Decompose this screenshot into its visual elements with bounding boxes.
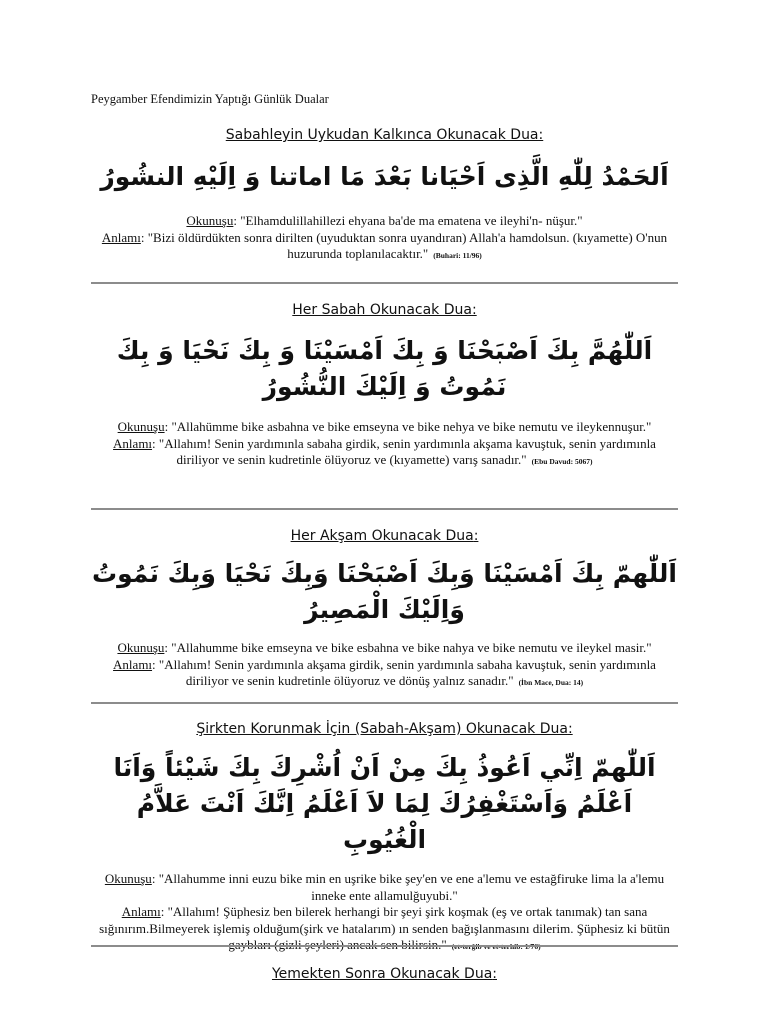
transliteration: Okunuşu: "Allahumme bike emseyna ve bike esbahna ve bike nahya ve bike nemutu ve ileykel masir." xyxy=(117,640,652,655)
meaning: Anlamı: "Allahım! Şüphesiz ben bilerek herhangi bir şeyi şirk koşmak (eş ve ortak tanımak) tan sana sığınırım.Bilmeyerek işlemiş olduğum(şirk ve hatalarım) ın senden bağışlanmasını dilerim. Şüphesiz ki bütün gaybları (gizli şeyleri) ancak sen bilirsin." (et-terğib ve et-terhib: 1/76) xyxy=(99,904,670,952)
okunusu-text: "Elhamdulillahillezi ehyana ba'de ma ematena ve ileyhi'n- nüşur." xyxy=(240,213,583,228)
transliteration: Okunuşu: "Elhamdulillahillezi ehyana ba'de ma ematena ve ileyhi'n- nüşur." xyxy=(186,213,583,228)
anlami-label: Anlamı xyxy=(101,229,141,245)
okunusu-label: Okunuşu xyxy=(117,640,165,655)
source-reference: (et-terğib ve et-terhib: 1/76) xyxy=(451,942,541,951)
okunusu-text: "Allahumme inni euzu bike min en uşrike bike şey'en ve ene a'lemu ve estağfiruke lima la a'lemu inneke ente allamulğuyubi." xyxy=(158,871,665,903)
arabic-text: اَللّٰهمّ اِنِّي اَعُوذُ بِكَ مِنْ اَنْ اُشْرِكَ بِكَ شَيْئاً وَاَنَا اَعْلَمُ وَاَسْتَغْفِرُكَ لِمَا لاَ اَعْلَمُ اِنَّكَ اَنْتَ عَلاَّمُ الْغُيُوبِ xyxy=(113,753,656,854)
anlami-text: "Bizi öldürdükten sonra dirilten (uyuduktan sonra uyandıran) Allah'a hamdolsun. (kıyamette) O'nun huzurunda toplanılacaktır." xyxy=(147,229,668,261)
section-divider xyxy=(91,282,678,284)
okunusu-text: "Allahümme bike asbahna ve bike emseyna ve bike nehya ve bike nemutu ve ileykennuşur." xyxy=(171,419,652,434)
anlami-text: "Allahım! Senin yardımınla akşama girdik, senin yardımınla sabaha kavuştuk, senin yardımınla diriliyor ve senin kudretinle ölüyoruz ve dönüş yalnız sanadır." xyxy=(158,656,656,688)
section-title: Sabahleyin Uykudan Kalkınca Okunacak Dua: xyxy=(225,127,544,143)
section-title: Her Akşam Okunacak Dua: xyxy=(290,528,479,544)
arabic-text: اَللّٰهمّ بِكَ اَمْسَيْنَا وَبِكَ اَصْبَحْنَا وَبِكَ نَحْيَا وَبِكَ نَمُوتُ وَاِلَيْكَ الْمَصِيرُ xyxy=(92,559,677,624)
anlami-label: Anlamı xyxy=(113,435,153,451)
anlami-text: "Allahım! Şüphesiz ben bilerek herhangi bir şeyi şirk koşmak (eş ve ortak tanımak) tan sana sığınırım.Bilmeyerek işlemiş olduğum(şirk ve hatalarım) ın senden bağışlanmasını dilerim. Şüphesiz ki bütün gaybları (gizli şeyleri) ancak sen bilirsin." xyxy=(99,904,670,952)
meaning: Anlamı: "Allahım! Senin yardımınla sabaha girdik, senin yardımınla akşama kavuştuk, senin yardımınla diriliyor ve senin kudretinle ölüyoruz ve (kıyamette) varış sanadır." (Ebu Davud: 5067) xyxy=(113,435,656,467)
section-divider xyxy=(91,702,678,704)
okunusu-label: Okunuşu xyxy=(104,871,152,886)
okunusu-label: Okunuşu xyxy=(117,419,165,434)
section-title-text: Her Akşam Okunacak Dua xyxy=(290,528,474,544)
arabic-text: اَلحَمْدُ لِلّٰهِ الَّذِى اَحْيَانا بَعْدَ مَا اماتنا وَ اِلَيْهِ النشُورُ xyxy=(100,162,669,191)
meaning: Anlamı: "Bizi öldürdükten sonra dirilten (uyuduktan sonra uyandıran) Allah'a hamdolsun. (kıyamette) O'nun huzurunda toplanılacaktır." (Buhari: 11/96) xyxy=(101,229,668,261)
dua-section xyxy=(91,528,678,692)
section-title: Şirkten Korunmak İçin (Sabah-Akşam) Okunacak Dua: xyxy=(196,721,573,737)
transliteration: Okunuşu: "Allahumme inni euzu bike min en uşrike bike şey'en ve ene a'lemu ve estağfiruke lima la a'lemu inneke ente allamulğuyubi." xyxy=(104,871,665,903)
anlami-text: "Allahım! Senin yardımınla sabaha girdik, senin yardımınla akşama kavuştuk, senin yardımınla diriliyor ve senin kudretinle ölüyoruz ve (kıyamette) varış sanadır." xyxy=(158,435,656,467)
meaning: Anlamı: "Allahım! Senin yardımınla akşama girdik, senin yardımınla sabaha kavuştuk, senin yardımınla diriliyor ve senin kudretinle ölüyoruz ve dönüş yalnız sanadır." (İbn Mace, Dua: 14) xyxy=(113,656,656,688)
section-title: Yemekten Sonra Okunacak Dua: xyxy=(271,966,497,982)
dua-section xyxy=(91,302,678,471)
okunusu-label: Okunuşu xyxy=(186,213,234,228)
page-header: Peygamber Efendimizin Yaptığı Günlük Dualar xyxy=(91,92,329,106)
transliteration: Okunuşu: "Allahümme bike asbahna ve bike emseyna ve bike nehya ve bike nemutu ve ileykennuşur." xyxy=(117,419,652,434)
source-reference: (Buhari: 11/96) xyxy=(433,251,482,260)
anlami-label: Anlamı xyxy=(113,656,153,672)
section-title: Her Sabah Okunacak Dua: xyxy=(292,302,477,318)
section-title-text: Her Sabah Okunacak Dua xyxy=(292,302,472,318)
section-title-text: Yemekten Sonra Okunacak Dua xyxy=(271,966,493,982)
section-title-text: Şirkten Korunmak İçin (Sabah-Akşam) Okunacak Dua xyxy=(196,721,568,737)
section-divider xyxy=(91,508,678,510)
section-divider xyxy=(91,945,678,947)
source-reference: (İbn Mace, Dua: 14) xyxy=(518,678,584,687)
dua-section xyxy=(91,127,678,265)
section-title-text: Sabahleyin Uykudan Kalkınca Okunacak Dua xyxy=(225,127,539,143)
anlami-label: Anlamı xyxy=(121,904,161,919)
okunusu-text: "Allahumme bike emseyna ve bike esbahna ve bike nahya ve bike nemutu ve ileykel masir." xyxy=(171,640,652,655)
arabic-text: اَللّٰهُمَّ بِكَ اَصْبَحْنَا وَ بِكَ اَمْسَيْنَا وَ بِكَ نَحْيَا وَ بِكَ نَمُوتُ وَ اِلَيْكَ النُّشُورُ xyxy=(116,336,653,401)
dua-section xyxy=(91,966,678,982)
source-reference: (Ebu Davud: 5067) xyxy=(531,457,593,466)
dua-section xyxy=(91,721,678,956)
